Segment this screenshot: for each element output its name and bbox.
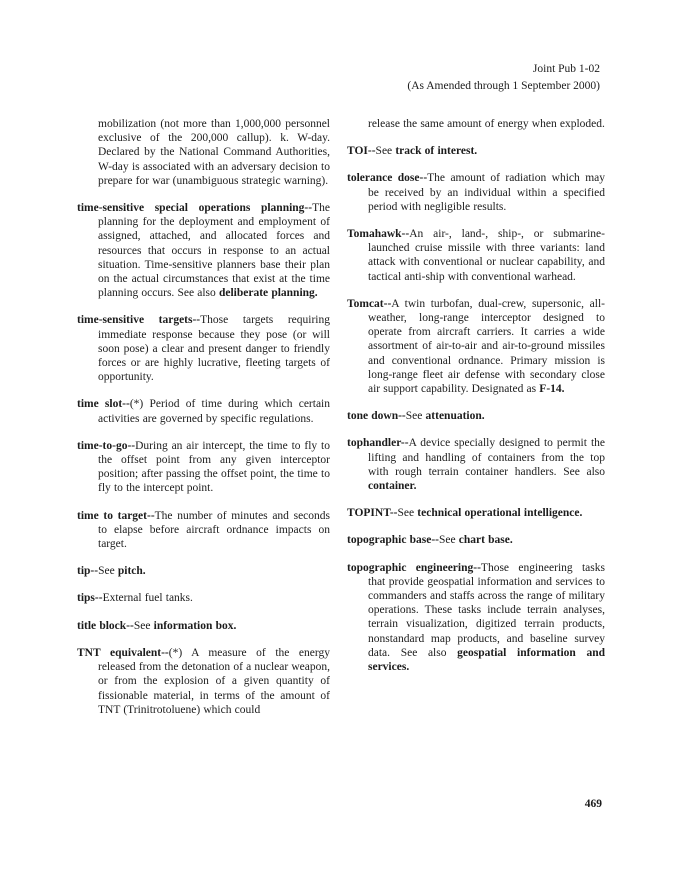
entry-tone-down <box>347 409 605 423</box>
definition-text: See <box>375 145 396 158</box>
right-column <box>347 117 605 717</box>
definition-text: See <box>438 534 459 547</box>
term-text: deliberate planning. <box>218 287 318 300</box>
entry-tips <box>77 591 330 605</box>
amendment-note: (As Amended through 1 September 2000) <box>407 80 600 92</box>
publication-title: Joint Pub 1-02 <box>532 63 600 75</box>
term-text: Tomcat-- <box>347 297 392 310</box>
definition-text: See <box>405 410 426 423</box>
left-column <box>77 117 330 717</box>
definition-text: release the same amount of energy when exploded. <box>368 118 605 130</box>
term-text: time slot-- <box>77 398 130 411</box>
term-text: track of interest. <box>395 145 478 158</box>
term-text: technical operational intelligence. <box>417 507 583 520</box>
entry-time-to-go <box>77 439 330 496</box>
definition-text: (*) A measure of the energy released from the detonation of a nuclear weapon, or from the explosion of a given quantity of fissionable material, in terms of the amount of TNT (Trinitrotoluene) which could <box>98 646 330 716</box>
term-text: time-sensitive targets-- <box>77 314 201 327</box>
definition-text: External fuel tanks. <box>102 592 193 605</box>
entry-time-sensitive-targets <box>77 313 330 384</box>
entry-topographic-engineering <box>347 561 605 675</box>
definition-text: Those engineering tasks that provide geospatial information and services to commanders and staffs across the range of military operations. These tasks include terrain analyses, terrain visualization, digitized terrain products, nonstandard map products, and baseline survey data. See also <box>368 561 605 659</box>
term-text: topographic base-- <box>347 534 439 547</box>
definition-text: mobilization (not more than 1,000,000 personnel exclusive of the 200,000 callup). k. W-day. Declared by the National Command Authorities, W-day is associated with an adversary decision to prepare for war (unambiguous strategic warning). <box>98 118 330 187</box>
entry-tnt-equivalent-continuation <box>347 117 605 131</box>
page-footer <box>0 798 602 810</box>
page-header <box>0 61 600 95</box>
definition-text: A device specially designed to permit the lifting and handling of containers from the top with rough terrain container handlers. See also <box>368 437 605 478</box>
definition-text: An air-, land-, ship-, or submarine-launched cruise missile with three variants: land attack with conventional or nuclear capability, and tactical anti-ship with conventional warhead. <box>368 228 605 283</box>
entry-tomahawk <box>347 227 605 284</box>
definition-text: See <box>133 619 154 632</box>
term-text: tip-- <box>77 565 99 578</box>
glossary-columns <box>77 117 605 717</box>
term-text: F-14. <box>539 383 565 396</box>
definition-text: A twin turbofan, dual-crew, supersonic, all-weather, long-range interceptor designed to operate from aircraft carriers. It carries a wide assortment of air-to-air and air-to-ground missiles and conventional ordnance. Primary mission is long-range fleet air defense with secondary close air support capability. Designated as <box>368 297 605 396</box>
term-text: pitch. <box>117 565 146 578</box>
entry-time-slot <box>77 397 330 425</box>
definition-text: The planning for the deployment and employment of assigned, attached, and allocated forces and resources that occurs in response to an actual situation. Time-sensitive planners base their plan on the actual circumstances that exist at the time planning occurs. See also <box>98 202 330 300</box>
definition-text: (*) Period of time during which certain activities are governed by specific regulations. <box>98 398 330 425</box>
term-text: geospatial information and services. <box>368 646 605 674</box>
entry-tolerance-dose <box>347 171 605 214</box>
entry-toi <box>347 144 605 158</box>
term-text: title block-- <box>77 619 134 632</box>
term-text: tone down-- <box>347 410 406 423</box>
term-text: tophandler-- <box>347 437 409 450</box>
definition-text: During an air intercept, the time to fly to the offset point from any given interceptor position; after passing the offset point, the time to fly to the intercept point. <box>98 439 330 495</box>
entry-time-sensitive-special-operations-planning <box>77 201 330 300</box>
term-text: topographic engineering-- <box>347 561 481 574</box>
term-text: time to target-- <box>77 509 155 522</box>
term-text: container. <box>368 480 417 493</box>
term-text: time-to-go-- <box>77 439 136 452</box>
page-number: 469 <box>584 798 602 810</box>
term-text: chart base. <box>458 534 513 547</box>
term-text: TOI-- <box>347 145 376 158</box>
term-text: TOPINT-- <box>347 507 398 520</box>
entry-tomcat <box>347 297 605 396</box>
entry-tophandler <box>347 436 605 493</box>
term-text: Tomahawk-- <box>347 228 410 241</box>
definition-text: The number of minutes and seconds to elapse before aircraft ordnance impacts on target. <box>98 509 331 551</box>
definition-text: Those targets requiring immediate response because they pose (or will soon pose) a clear and present danger to friendly forces or are highly lucrative, fleeting targets of opportunity. <box>98 314 330 384</box>
term-text: information box. <box>153 619 237 632</box>
definition-text: The amount of radiation which may be received by an individual within a specified period with negligible results. <box>368 172 605 213</box>
term-text: attenuation. <box>425 410 485 423</box>
term-text: TNT equivalent-- <box>77 646 169 659</box>
term-text: tips-- <box>77 592 103 605</box>
term-text: tolerance dose-- <box>347 172 428 185</box>
term-text: time-sensitive special operations planning-- <box>77 202 313 215</box>
definition-text: See <box>98 565 118 578</box>
entry-time-to-target <box>77 509 330 552</box>
entry-tip <box>77 564 330 578</box>
definition-text: See <box>397 507 418 520</box>
entry-topint <box>347 506 605 520</box>
entry-mobilization-continuation <box>77 117 330 188</box>
entry-topographic-base <box>347 533 605 547</box>
entry-tnt-equivalent <box>77 646 330 717</box>
entry-title-block <box>77 619 330 633</box>
